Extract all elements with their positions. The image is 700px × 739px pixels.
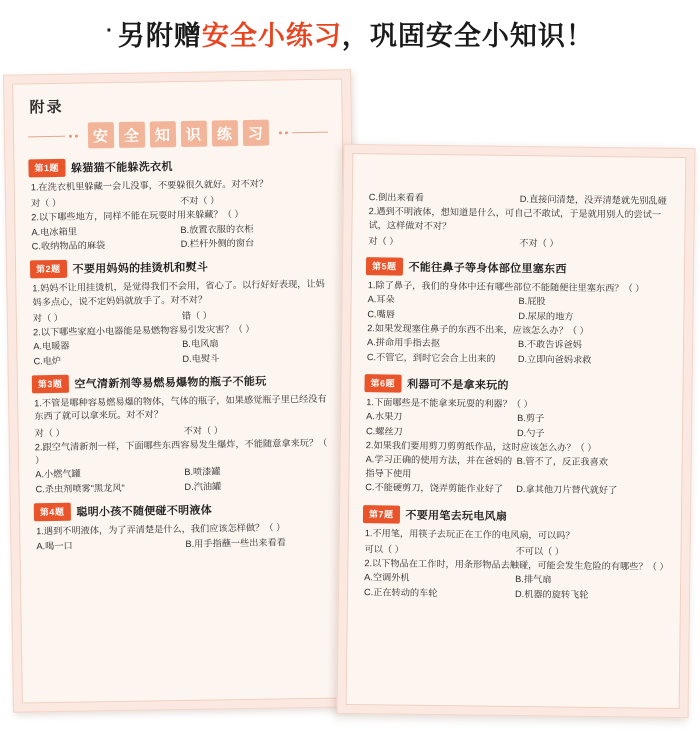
option: D.拿其他刀片替代就好了 [516, 484, 618, 496]
question-tag: 第5题 [366, 257, 403, 275]
title-char: 知 [149, 121, 175, 147]
question-header [28, 155, 328, 178]
ornament-line-left [28, 135, 65, 137]
option: D.勺子 [516, 427, 545, 439]
option-row [364, 586, 666, 603]
headline-highlight: 安全小练习 [201, 20, 342, 51]
title-char: 练 [211, 120, 237, 146]
question-tag: 第4题 [34, 503, 71, 522]
option: A.小燃气罐 [35, 469, 81, 480]
continued-question [366, 191, 671, 251]
question-tag: 第6题 [364, 374, 401, 392]
title-char: 识 [180, 121, 206, 147]
answer-option: 对（ ） [32, 312, 64, 324]
title-char: 全 [118, 122, 144, 148]
question-title: 聪明小孩不随便碰不明液体 [76, 504, 213, 519]
question-text: 1.除了鼻子，我们的身体中还有哪些部位不能随便往里塞东西？（ ） [367, 280, 645, 294]
headline-bullet: · [106, 19, 114, 42]
appendix-page-right [337, 144, 696, 718]
question-block [362, 505, 667, 603]
option: C.不能硬剪刀，饶弄剪能作业好了 [365, 482, 504, 495]
answer-option: 对（ ） [34, 427, 65, 439]
option: A.喝一口 [36, 540, 73, 551]
question-title: 躲猫猫不能躲洗衣机 [70, 161, 173, 175]
answer-row [368, 233, 670, 251]
option: B.屁股 [518, 296, 546, 307]
question-text: 2.以下哪些家庭小电器能是易燃物容易引发灾害？（ ） [32, 323, 255, 338]
option-row [365, 454, 667, 484]
option: B.管不了，反正我喜欢 [516, 456, 609, 468]
answer-option: 可以（ ） [364, 544, 404, 555]
option: B.排气扇 [515, 574, 552, 585]
option: C.杀虫剂喷雾"黑龙风" [35, 482, 125, 495]
question-tag: 第1题 [28, 159, 65, 178]
option: D.尿尿的地方 [518, 310, 574, 322]
option: C.倒出来看看 [368, 192, 425, 203]
option: C.电炉 [33, 355, 62, 367]
section-title-blocks [87, 120, 268, 149]
question-header [366, 257, 670, 279]
question-text: 2.跟空气清新剂一样，下面哪些东西容易发生爆炸，不能随意拿来玩？（ ） [34, 437, 328, 466]
headline-text [106, 14, 594, 53]
question-block [34, 499, 335, 553]
option: C.嘴唇 [367, 308, 396, 320]
option: B.剪子 [517, 413, 545, 424]
option: D.电熨斗 [182, 353, 220, 364]
option: B.喷漆罐 [184, 466, 221, 478]
question-text: 2.以下哪些地方，同样不能在玩耍时用来躲藏？（ ） [31, 209, 244, 223]
question-header [364, 374, 668, 396]
option: B.电风扇 [182, 338, 219, 350]
question-text: 1.在洗衣机里躲藏一会儿没事，不要躲很久就好。对不对？ [30, 178, 269, 193]
option: C.正在转动的车轮 [363, 586, 438, 598]
question-title: 不要用妈妈的挂烫机和熨斗 [72, 261, 209, 277]
question-tag: 第2题 [30, 260, 67, 279]
title-char: 安 [87, 122, 113, 148]
option: A.水果刀 [366, 411, 403, 423]
answer-option: 错（ ） [181, 310, 213, 322]
option: D.汽油罐 [184, 481, 222, 492]
question-block [32, 371, 334, 497]
question-title: 利器可不是拿来玩的 [406, 378, 509, 393]
option: C.不管它，到时它会合上出来的 [366, 351, 496, 364]
ornament-line-right [291, 131, 328, 133]
question-text: 1.不管是哪种容易燃易爆的物体，气体的瓶子，如果感觉瓶子里已经没有东西了就可以拿来玩。对不对？ [34, 393, 327, 422]
option: D.机器的旋转飞轮 [514, 588, 589, 600]
option: B.不敢告诉爸妈 [517, 339, 582, 351]
question-tag: 第3题 [32, 375, 69, 394]
question-title: 不要用笔去玩电风扇 [405, 509, 508, 523]
question-header [34, 499, 334, 522]
option: A.空调外机 [364, 572, 410, 583]
question-block [363, 374, 668, 498]
question-header [32, 371, 332, 394]
appendix-label: 附录 [29, 98, 64, 117]
headline-banner [0, 0, 700, 66]
appendix-page-left [3, 69, 361, 712]
question-block [30, 256, 332, 368]
headline-prefix: 另附赠 [117, 20, 202, 51]
question-tag: 第7题 [363, 505, 400, 523]
answer-option: 不对（ ） [183, 425, 224, 436]
question-text: 1.不用笔，用筷子去玩正在工作的电风扇，可以吗？ [364, 527, 575, 541]
question-text: 1.遇到不明液体，为了弄清楚是什么，我们应该怎样做？（ ） [36, 522, 286, 537]
headline-suffix: ，巩固安全小知识！ [341, 20, 594, 51]
question-block [365, 257, 670, 368]
option: A.拼命用手指去抠 [367, 337, 441, 349]
option: B.放置衣服的衣柜 [180, 223, 254, 235]
option-row [365, 481, 667, 498]
answer-option: 对（ ） [30, 198, 62, 209]
question-text: 1.下面哪些是不能拿来玩耍的利器？（ ） [366, 397, 533, 410]
page-top-spacer [367, 164, 671, 194]
question-text: 2.如果我们要用剪刀剪剪纸作品，这时应该怎么办？（ ） [365, 440, 597, 454]
option: C.收纳物品的麻袋 [31, 240, 106, 252]
answer-option: 不对（ ） [179, 195, 220, 207]
option: D.立即向爸妈求救 [517, 353, 592, 365]
option: A.耳朵 [367, 294, 395, 305]
ornament-dots-left [64, 134, 81, 137]
option: A.电暖器 [33, 341, 70, 352]
option: A.电冰箱里 [31, 226, 77, 238]
option: B.用手指蘸一些出来看看 [185, 536, 287, 549]
question-text: 2.以下物品在工作时，用条形物品去触碰，可能会发生危险的有哪些？（ ） [364, 558, 669, 572]
option: D.栏杆外侧的窗台 [180, 237, 255, 250]
option: A.学习正确的使用方法，并在爸妈的指导下使用 [365, 454, 513, 479]
question-text: 2.如果发现塞住鼻子的东西不出来，应该怎么办？（ ） [367, 323, 589, 336]
question-title: 不能往鼻子等身体部位里塞东西 [408, 261, 567, 276]
option-row [367, 351, 669, 368]
title-char: 习 [242, 120, 268, 146]
question-header [363, 505, 667, 527]
answer-option: 对（ ） [368, 236, 399, 247]
question-text: 2.遇到不明液体，想知道是什么，可自己不敢试，于是就用别人的尝试一试，这样做对不对？ [368, 206, 662, 231]
title-ornament [28, 119, 328, 150]
page-left-inner [12, 78, 352, 703]
option: D.直接问清楚，没弄清楚就先别乱碰 [519, 194, 667, 206]
answer-option: 不可以（ ） [515, 545, 565, 557]
page-right-inner [346, 153, 687, 709]
question-header [30, 256, 330, 279]
answer-option: 不对（ ） [519, 238, 559, 249]
question-text: 1.妈妈不让用挂烫机，是觉得我们不会用，省心了。以行好好表现，让妈妈多点心，说不定妈妈就放手了。对不对？ [32, 279, 325, 308]
ornament-dots-right [274, 131, 291, 134]
answer-row [364, 541, 666, 559]
option: C.螺丝刀 [365, 425, 403, 437]
question-title: 空气清新剂等易燃易爆物的瓶子不能玩 [74, 375, 267, 391]
question-block [28, 155, 329, 254]
